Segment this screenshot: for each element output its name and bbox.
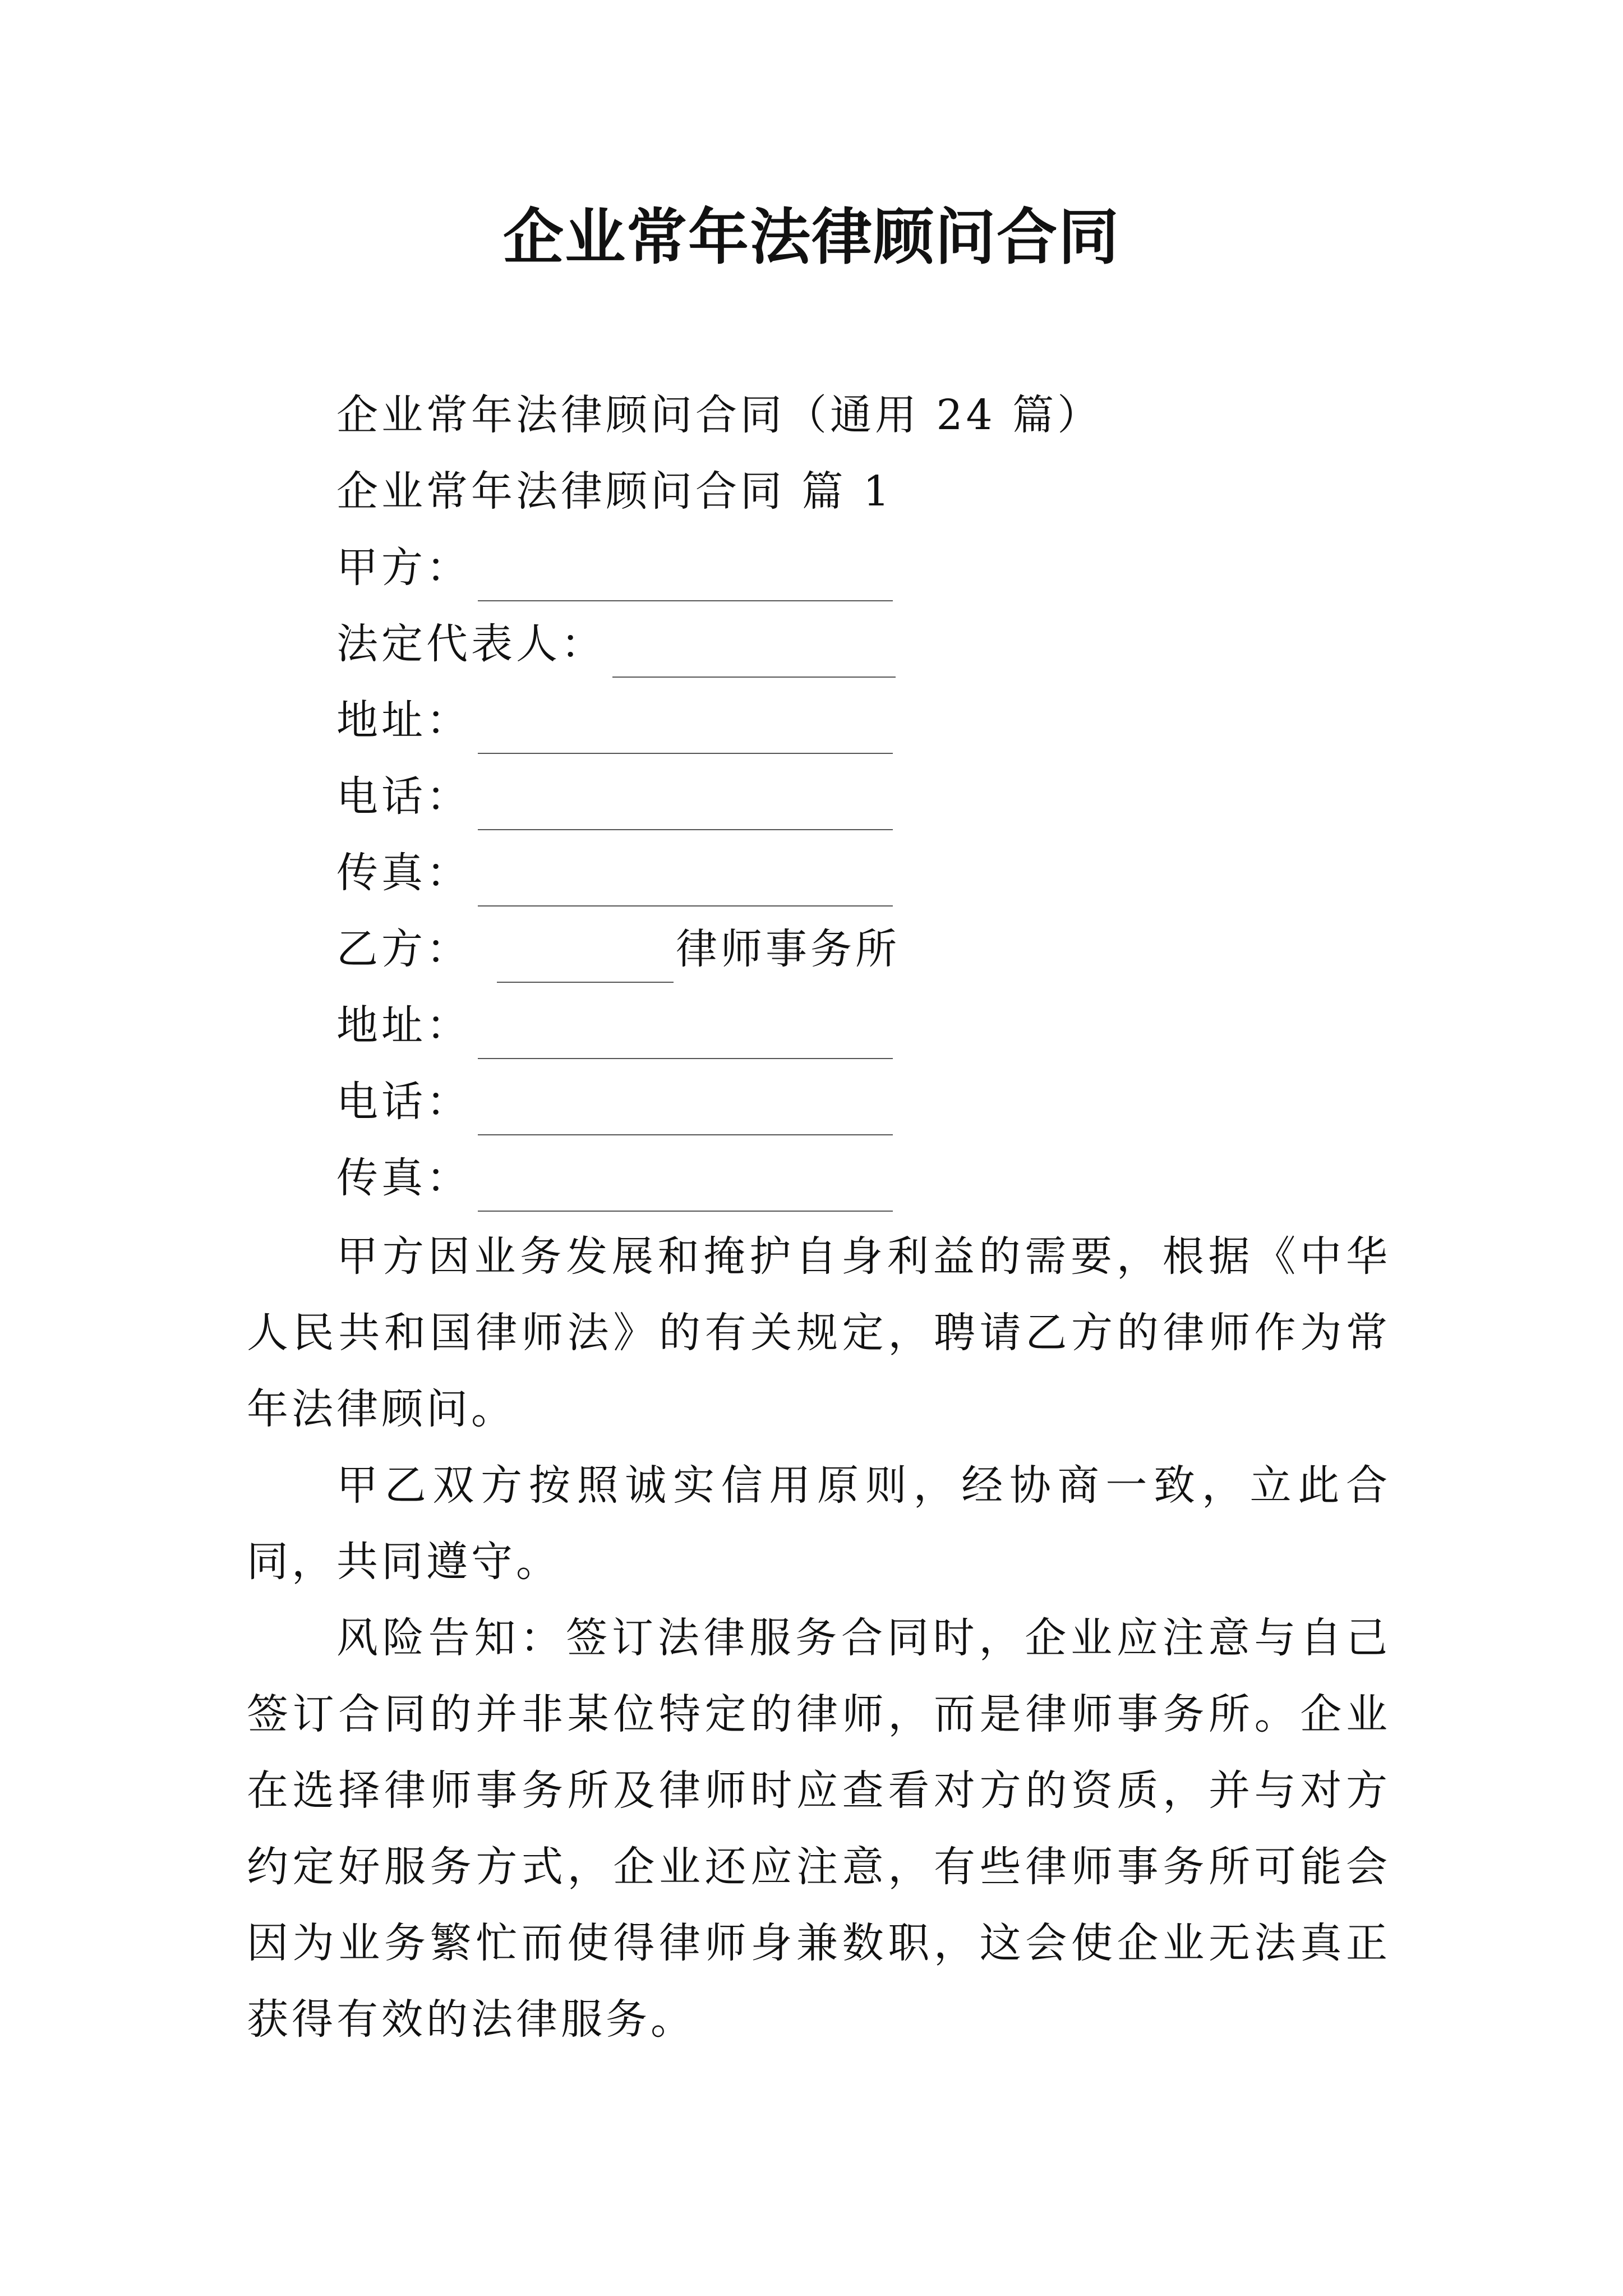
party-b-firm-suffix: 律师事务所 <box>676 925 900 973</box>
page-title: 企业常年法律顾问合同 <box>502 202 1120 273</box>
party-a-rep-field <box>336 610 896 678</box>
party-b-address-label: 地址： <box>336 1001 471 1050</box>
party-a-phone-blank <box>478 785 893 830</box>
party-b-fax-field <box>336 1144 893 1212</box>
party-a-name-field <box>336 534 893 601</box>
paragraph-agreement: 甲乙双方按照诚实信用原则，经协商一致，立此合同，共同遵守。 <box>247 1461 1391 1586</box>
party-a-rep-blank <box>612 633 896 678</box>
party-b-name-field <box>336 915 900 983</box>
party-a-name-blank <box>478 556 893 601</box>
party-b-phone-field <box>336 1068 893 1135</box>
section-heading: 企业常年法律顾问合同 篇 1 <box>336 467 893 516</box>
document-subtitle: 企业常年法律顾问合同（通用 24 篇） <box>336 391 1103 439</box>
party-a-rep-label: 法定代表人： <box>336 620 606 668</box>
party-a-fax-field <box>336 839 893 907</box>
party-a-address-blank <box>478 709 893 754</box>
party-a-fax-label: 传真： <box>336 849 471 897</box>
party-b-phone-blank <box>478 1091 893 1135</box>
party-b-address-blank <box>478 1014 893 1059</box>
party-b-fax-label: 传真： <box>336 1154 471 1202</box>
paragraph-risk-notice: 风险告知：签订法律服务合同时，企业应注意与自己签订合同的并非某位特定的律师，而是律师事务所。企业在选择律师事务所及律师时应查看对方的资质，并与对方约定好服务方式，企业还应注意，有些律师事务所可能会因为业务繁忙而使得律师身兼数职，这会使企业无法真正获得有效的法律服务。 <box>247 1614 1391 2044</box>
party-a-fax-blank <box>478 862 893 907</box>
party-a-phone-label: 电话： <box>336 772 471 821</box>
party-b-phone-label: 电话： <box>336 1078 471 1126</box>
party-b-address-field <box>336 992 893 1059</box>
party-b-firm-blank <box>497 938 674 983</box>
paragraph-purpose: 甲方因业务发展和掩护自身利益的需要，根据《中华人民共和国律师法》的有关规定，聘请乙方的律师作为常年法律顾问。 <box>247 1232 1391 1433</box>
party-b-fax-blank <box>478 1167 893 1212</box>
party-a-address-field <box>336 687 893 754</box>
party-b-name-label: 乙方： <box>336 925 471 973</box>
party-a-name-label: 甲方： <box>336 544 471 592</box>
party-a-phone-field <box>336 763 893 830</box>
party-a-address-label: 地址： <box>336 696 471 744</box>
